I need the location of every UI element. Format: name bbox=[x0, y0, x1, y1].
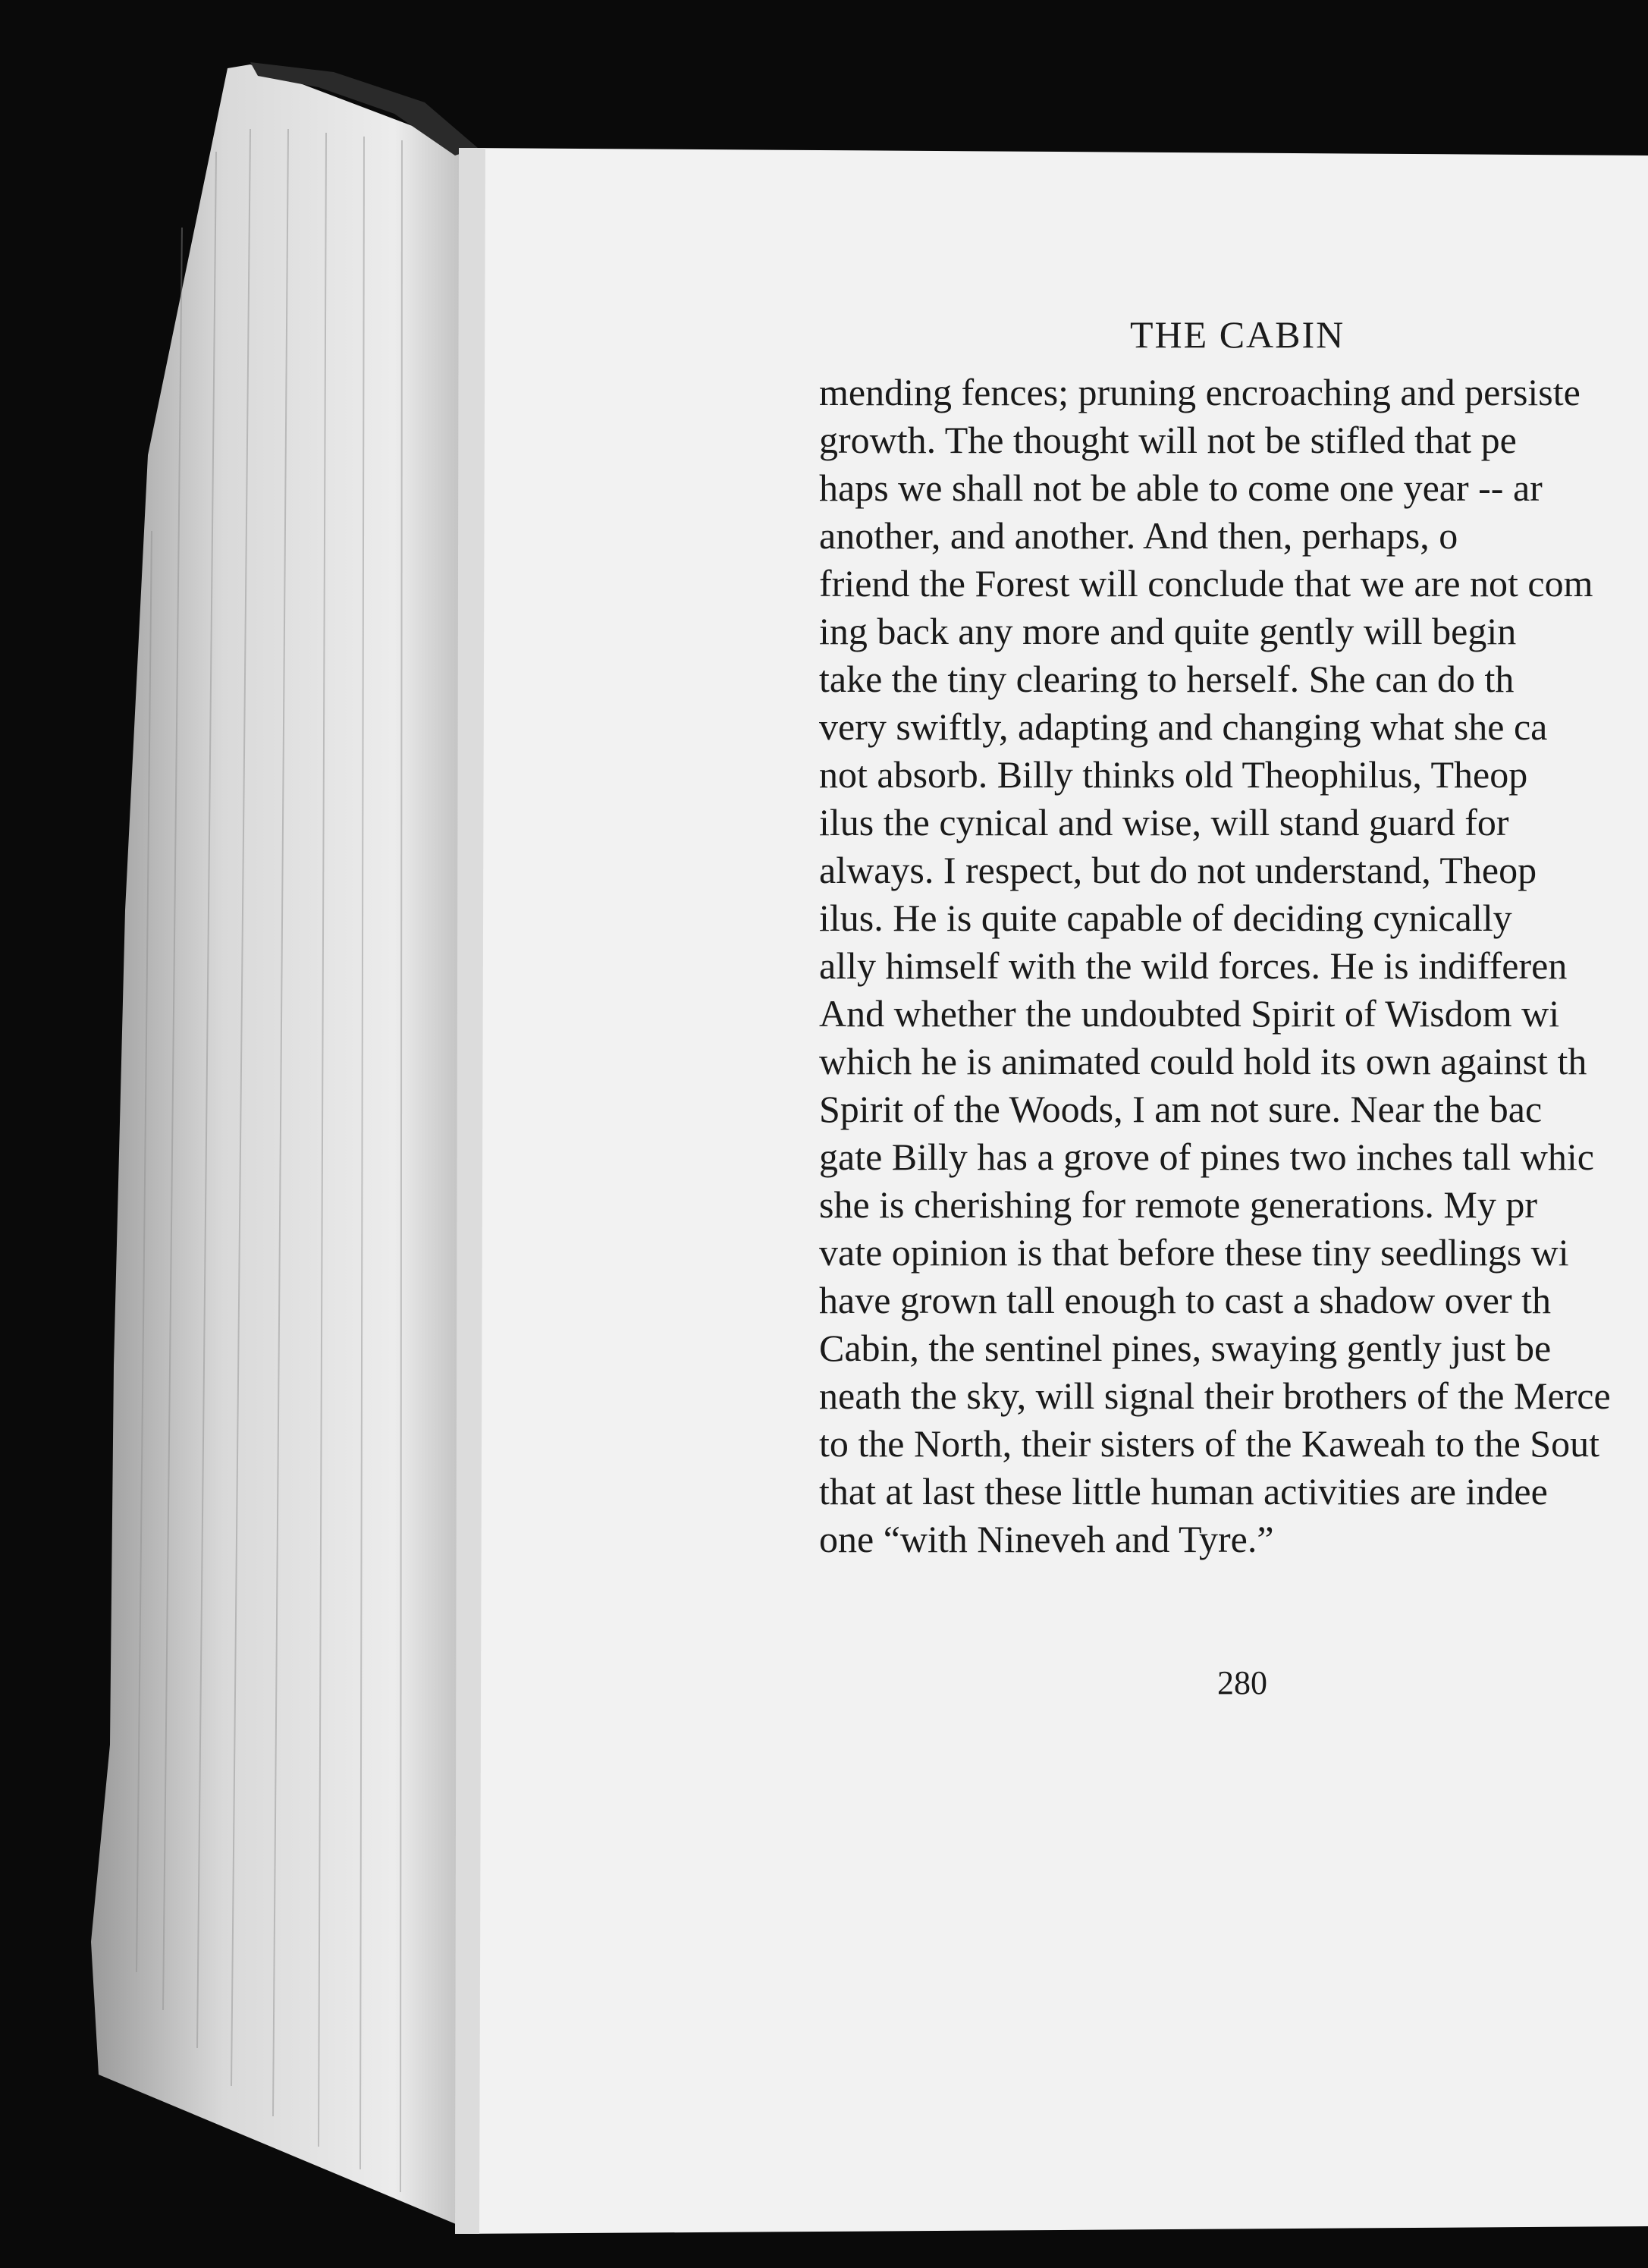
text-line: which he is animated could hold its own against th bbox=[819, 1040, 1587, 1082]
text-line: ilus the cynical and wise, will stand guard for bbox=[819, 801, 1509, 843]
text-line: take the tiny clearing to herself. She can do th bbox=[819, 658, 1515, 700]
text-line: gate Billy has a grove of pines two inches tall whic bbox=[819, 1136, 1594, 1178]
text-line: she is cherishing for remote generations. My pr bbox=[819, 1183, 1537, 1226]
text-line: Spirit of the Woods, I am not sure. Near the bac bbox=[819, 1088, 1543, 1130]
text-line: to the North, their sisters of the Kaweah to the Sout bbox=[819, 1422, 1599, 1465]
text-line: neath the sky, will signal their brothers of the Merce bbox=[819, 1374, 1611, 1417]
running-head: THE CABIN bbox=[1130, 313, 1345, 356]
text-line: one “with Nineveh and Tyre.” bbox=[819, 1518, 1274, 1560]
text-line: ilus. He is quite capable of deciding cynically bbox=[819, 897, 1512, 939]
text-line: vate opinion is that before these tiny seedlings wi bbox=[819, 1231, 1569, 1274]
text-line: ally himself with the wild forces. He is indifferen bbox=[819, 944, 1568, 987]
text-line: very swiftly, adapting and changing what she ca bbox=[819, 705, 1548, 748]
text-line: ing back any more and quite gently will begin bbox=[819, 610, 1517, 652]
text-line: have grown tall enough to cast a shadow over th bbox=[819, 1279, 1552, 1321]
text-line: always. I respect, but do not understand, Theop bbox=[819, 849, 1537, 891]
text-line: Cabin, the sentinel pines, swaying gently just be bbox=[819, 1327, 1552, 1369]
text-line: haps we shall not be able to come one year -- ar bbox=[819, 466, 1543, 509]
text-line: that at last these little human activities are indee bbox=[819, 1470, 1548, 1513]
page-body-text bbox=[819, 369, 1648, 1704]
text-line: mending fences; pruning encroaching and persiste bbox=[819, 371, 1581, 413]
page-number: 280 bbox=[1217, 1664, 1267, 1701]
text-line: And whether the undoubted Spirit of Wisdom wi bbox=[819, 992, 1560, 1035]
text-line: friend the Forest will conclude that we are not com bbox=[819, 562, 1593, 605]
text-line: another, and another. And then, perhaps, o bbox=[819, 514, 1458, 557]
text-line: not absorb. Billy thinks old Theophilus, Theop bbox=[819, 753, 1528, 796]
text-line: growth. The thought will not be stifled that pe bbox=[819, 419, 1517, 461]
